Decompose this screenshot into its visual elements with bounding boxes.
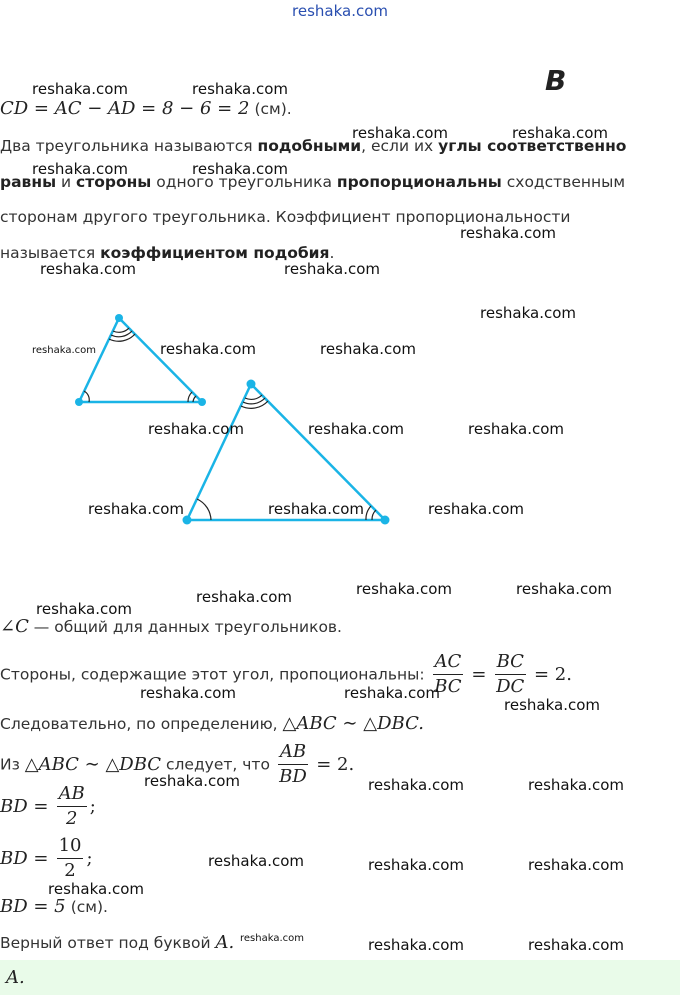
watermark: reshaka.com [148, 420, 244, 438]
watermark: reshaka.com [368, 936, 464, 954]
watermark: reshaka.com [480, 304, 576, 322]
watermark: reshaka.com [36, 600, 132, 618]
small-triangle [79, 318, 202, 402]
similarity-statement: △ABC ∼ △DBC. [282, 713, 424, 734]
watermark: reshaka.com [356, 580, 452, 598]
text: Два треугольника называются [0, 137, 258, 155]
equals: = [471, 664, 487, 685]
equals-two: = 2. [534, 664, 572, 685]
common-angle-line [0, 616, 342, 637]
denominator: 2 [65, 808, 78, 829]
watermark: reshaka.com [268, 500, 364, 518]
bd-unit: (см). [70, 898, 108, 916]
text: и [56, 173, 77, 191]
denominator: BC [434, 676, 462, 697]
conclusion-text: Следовательно, по определению, [0, 715, 283, 733]
bd-label: BD = [0, 848, 49, 869]
fraction-ab-bd [278, 740, 308, 789]
answer-box-letter: A. [6, 967, 25, 988]
text: . [329, 244, 335, 262]
text: называется [0, 244, 101, 262]
watermark: reshaka.com [32, 80, 128, 98]
text: одного треугольника [151, 173, 337, 191]
text: , если их [361, 137, 439, 155]
watermark: reshaka.com [192, 160, 288, 178]
bd-result [0, 896, 108, 917]
watermark: reshaka.com [516, 580, 612, 598]
watermark: reshaka.com [344, 684, 440, 702]
semicolon: ; [86, 848, 93, 869]
term-coefficient: коэффициентом подобия [100, 244, 330, 262]
watermark: reshaka.com [528, 776, 624, 794]
site-header-link[interactable]: reshaka.com [292, 2, 388, 20]
watermark: reshaka.com [160, 340, 256, 358]
term-sides: стороны [76, 173, 152, 191]
similarity-conclusion-line [0, 713, 424, 734]
bd-step-2 [0, 834, 93, 883]
common-angle-text: — общий для данных треугольников. [28, 618, 342, 636]
watermark: reshaka.com [144, 772, 240, 790]
fraction-ab-2 [57, 782, 87, 831]
watermark: reshaka.com [428, 500, 524, 518]
equals-two: = 2. [316, 754, 355, 775]
angle-c: ∠C [0, 616, 29, 637]
answer-variant-letter: B [545, 64, 567, 97]
watermark: reshaka.com [468, 420, 564, 438]
watermark: reshaka.com [368, 856, 464, 874]
definition-line-3: сторонам другого треугольника. Коэффициент пропорциональности [0, 208, 571, 226]
similarity-statement: △ABC ∼ △DBC [24, 754, 162, 775]
watermark: reshaka.com [512, 124, 608, 142]
sides-text: Стороны, содержащие этот угол, пропоциональны: [0, 665, 430, 684]
text: следует, что [161, 755, 275, 774]
term-similar: подобными [257, 137, 362, 155]
watermark: reshaka.com [240, 933, 304, 944]
correct-answer-letter: A. [215, 932, 235, 953]
watermark: reshaka.com [352, 124, 448, 142]
numerator: AC [433, 650, 464, 675]
denominator: DC [496, 676, 525, 697]
watermark: reshaka.com [284, 260, 380, 278]
watermark: reshaka.com [320, 340, 416, 358]
watermark: reshaka.com [40, 260, 136, 278]
bd-label: BD = [0, 796, 49, 817]
text: сходственным [501, 173, 626, 191]
sides-proportion-line [0, 650, 572, 699]
bd-result-formula: BD = 5 [0, 896, 66, 917]
watermark: reshaka.com [48, 880, 144, 898]
watermark: reshaka.com [140, 684, 236, 702]
watermark: reshaka.com [32, 345, 96, 356]
fraction-10-2 [57, 834, 84, 883]
watermark: reshaka.com [88, 500, 184, 518]
cd-formula: CD = AC − AD = 8 − 6 = 2 [0, 98, 250, 119]
term-angles: углы соответственно [438, 137, 627, 155]
watermark: reshaka.com [528, 936, 624, 954]
text: Из [0, 755, 25, 774]
watermark: reshaka.com [528, 856, 624, 874]
numerator: 10 [57, 834, 84, 859]
watermark: reshaka.com [32, 160, 128, 178]
bd-step-1 [0, 782, 96, 831]
watermark: reshaka.com [208, 852, 304, 870]
correct-answer-line [0, 932, 234, 953]
denominator: BD [279, 766, 307, 787]
term-equal: равны [0, 173, 57, 191]
cd-unit: (см). [254, 100, 292, 118]
numerator: AB [278, 740, 308, 765]
watermark: reshaka.com [196, 588, 292, 606]
watermark: reshaka.com [308, 420, 404, 438]
fraction-bc-dc [495, 650, 526, 699]
denominator: 2 [64, 860, 76, 881]
watermark: reshaka.com [460, 224, 556, 242]
numerator: BC [495, 650, 526, 675]
watermark: reshaka.com [504, 696, 600, 714]
correct-answer-text: Верный ответ под буквой [0, 934, 216, 952]
answer-box [0, 960, 680, 995]
watermark: reshaka.com [192, 80, 288, 98]
numerator: AB [57, 782, 87, 807]
term-proportional: пропорциональны [336, 173, 502, 191]
watermark: reshaka.com [368, 776, 464, 794]
semicolon: ; [89, 796, 96, 817]
